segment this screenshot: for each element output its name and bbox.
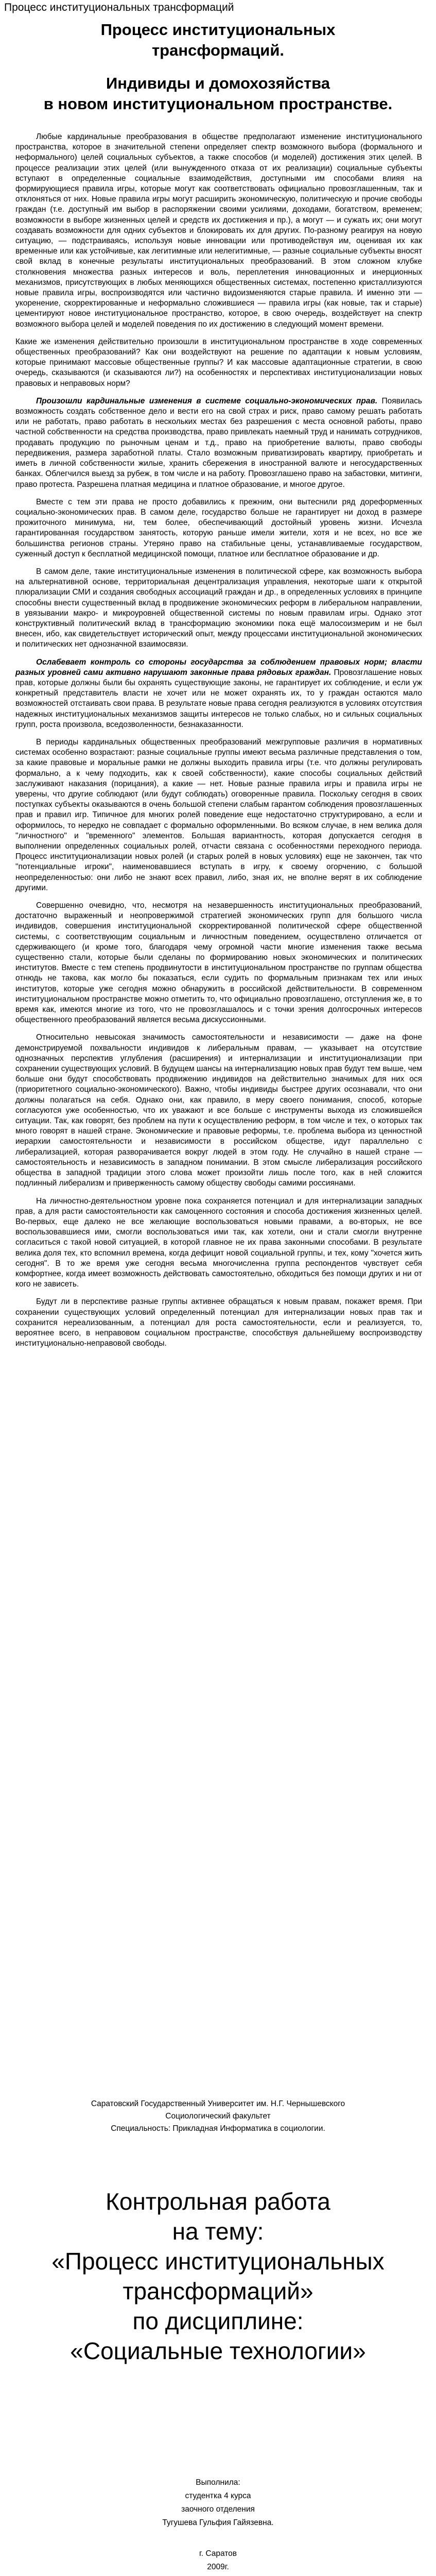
main-title-line: Процесс институциональных (100, 21, 336, 39)
specialty-name: Специальность: Прикладная Информатика в социологии. (111, 2124, 325, 2133)
paragraph: Относительно невысокая значимость самостоятельности и независимости — даже на фоне демонстрируемой похвальности индивидов к либеральным правам, — указывает на отсутствие однозначных перспектив углубления (расширения) и интернализации и институционализации при сохранении существующих условий. В будущем шансы на интернализацию новых прав будут тем выше, чем больше они будут способствовать продвижению индивидов на действительно значимых для них ося (приоритетного социально-экономического). Важно, чтобы индивиды быстрее других осознавали, что они должны полагаться на себя. Однако они, как правило, в меру своего понимания, способ, которые согласуются уже особенностью, что их уважают и все больше с инструменты выхода из сложившейся ситуации. Так, как говорят, без проблем на пути к осуществлению реформ, в том числе и тех, о которых так много говорят в нашей стране. Экономические и правовые реформы, т.е. проблема выбора из ценностной иерархии самостоятельности и независимости в российском обществе, идут параллельно с либерализацией, которая разворачивается вокруг людей в этом году. Не случайно в нашей стране — самостоятельность и независимость в западном понимании. В этом смысле либерализация российского общества в западной традиции этого слова может произойти лишь после того, как в ней сложится подлинный либерализм и приверженность самому обществу свободы самими россиянами. (15, 1033, 422, 1188)
paragraph: Совершенно очевидно, что, несмотря на незавершенность институциональных преобразований, достаточно выраженный и неопровержимой стратегией экономических групп для большого числа индивидов, совершения институциональной скорректированной политической сфере общественной системы, с соответствующим социальным и личностным поведением, осуществлено отличается от сдерживающего (и кроме того, благодаря чему огромной части многие изменения также весьма существенно стали, которые были сделаны по формированию новых экономических и политических институтов. Вместе с тем степень продвинутости в институциональном пространстве по группам общества отнюдь не такова, как могло бы показаться, если судить по формальным признакам тех или иных институтов, которые уже сегодня можно обнаружить в российской действительности. В современном институциональном пространстве можно отметить то, что официально провозглашено, отступления же, в то время как, имеются многие из того, что не провозглашалось и с точки зрения долгосрочных интересов общественного преобразований является весьма дискуссионными. (15, 901, 422, 1025)
city: г. Саратов (199, 2549, 237, 2558)
performer-line: Выполнила: (196, 2478, 240, 2487)
performer-info (0, 2476, 436, 2574)
paragraph (15, 657, 422, 730)
performer-line: студентка 4 курса (185, 2492, 251, 2500)
paragraph-body: Провозглашение новых прав, которые должны были бы охранять существующие законы, не гарантирует их соблюдение, и если уж конкретный представитель власти не хочет или не может охранять их, то у граждан остаются мало возможностей отстаивать свои права. В результате новые права сегодня реализуются в условиях отсутствия надежных институциональных механизмов защиты интересов не только слабых, но и сильных социальных групп, роста произвола, вседозволенности, безнаказанности. (15, 668, 422, 729)
paragraph: В самом деле, такие институциональные изменения в политической сфере, как возможность выбора на альтернативной основе, территориальная децентрализация управления, некоторые шаги к открытой плюрализации СМИ и создания свободных ассоциаций граждан и др., в определенных условиях в принципе способны внести существенный вклад в продвижение экономических реформ в либеральном направлении, в увязывании макро- и микроуровней общественной системы по новым правилам игры. Однако этот конструктивный политический вклад в трансформацию экономики пока ещё малосоизмерим и не был внесен, ибо, как свидетельствует исторический опыт, между процессами институциональной экономических и политических нет однозначной взаимосвязи. (15, 567, 422, 649)
body-text (15, 132, 422, 1356)
paragraph-lead: Ослабевает контроль со стороны государства за соблюдением правовых норм; власти разных уровней сами активно нарушают законные права рядовых граждан. (15, 657, 422, 677)
paragraph: Вместе с тем эти права не просто добавились к прежним, они вытеснили ряд дореформенных социально-экономических прав. В самом деле, государство больше не гарантирует ни доход в размере прожиточного минимума, ни, тем более, обеспечивающий достойный уровень жизни. Исчезла гарантированная государством занятость, которую раньше имели жители, хотя и не всех, но все же большинства регионов страны. Утеряно право на стабильные цены, устанавливаемые государством, суженный доступ к бесплатной медицинской помощи, платное или бесплатное образование и др. (15, 497, 422, 558)
cover-line: Контрольная работа (106, 2188, 330, 2215)
cover-line: на тему: (172, 2218, 264, 2245)
performer-line: заочного отделения (181, 2505, 255, 2514)
subtitle (0, 73, 436, 114)
subtitle-line: в новом институциональном пространстве. (43, 95, 393, 113)
document-header: Процесс институциональных трансформаций (4, 2, 234, 13)
main-title (0, 20, 436, 61)
cover-title (0, 2187, 436, 2366)
paragraph-body: Появилась возможность создать собственное дело и вести его на свой страх и риск, право самому решать работать или не работать, право работать в нескольких местах без разрешения с места основной работы, право частной собственности на средства производства, право привлекать наемный труд и нанимать сотрудников, продавать продукцию по рыночным ценам и т.д., право на приобретение валюты, право свободы передвижения, размера заработной платы. Стало возможным приватизировать квартиру, приобретать и иметь в личной собственности жилые, хранить сбережения в иностранной валюте и негосударственных банках. Облегчился выезд за рубеж, в том числе и на работу. Провозглашено право на забастовки, митинги, право протеста. Разрешена платная медицина и платное образование, и многое другое. (15, 396, 423, 489)
cover-line: по дисциплине: (132, 2308, 304, 2334)
paragraph (15, 396, 422, 490)
performer-line: Тугушева Гульфия Гайязевна. (162, 2518, 274, 2527)
spacer (0, 2530, 436, 2547)
paragraph-lead: Произошли кардинальные изменения в системе социально-экономических прав. (36, 396, 378, 405)
cover-line: трансформаций» (123, 2278, 313, 2304)
paragraph: На личностно-деятельностном уровне пока сохраняется потенциал и для интернализации западных прав, а для расти самостоятельности как самоценного состояния и способа достижения жизненных целей. Во-первых, еще далеко не все желающие воспользоваться новыми правами, а во-вторых, не все воспользовавшиеся ими, смогли воспользоваться ими так, как хотели, они и стали смогли внутренне согласиться с такой новой ситуацией, в которой главное не их права законными способами. В результате велика доля тех, кто вспомнил времена, когда дефицит новой социальной группы, и тех, кому "хочется жить сегодня". В то же время уже сегодня весьма многочисленна группа респондентов чувствует себя комфортнее, когда имеет возможность действовать самостоятельно, обходиться без помощи других и ни от кого не зависеть. (15, 1196, 422, 1289)
faculty-name: Социологический факультет (165, 2112, 271, 2121)
cover-line: «Процесс институциональных (51, 2248, 385, 2275)
paragraph: В периоды кардинальных общественных преобразований межгрупповые различия в нормативных системах особенно возрастают: разные социальные группы имеют весьма различные представления о том, за какие правовые и моральные рамки не должны выходить правила игры (т.е. что должны регулировать формально, а к чему подходить, как к своей собственности), какие способы социальных действий заслуживают наказания (порицания), а какие — нет. Новые разные правила игры и правила игры не уверены, что другие соблюдают (или будут соблюдать) оговоренные правила. Поскольку сегодня в своих поступках субъекты оказываются в очень большой степени слабым гарантом соблюдения провозглашенных прав и правил игр. Типичное для многих ролей поведение еще недостаточно структурировано, а если и оформилось, то нередко не совпадает с формально оформленными. Во всяком случае, в нем велика доля "личностного" и "временного" элементов. Большая вариантность, которая допускается сегодня в выполнении определенных социальных ролей, отчасти связана с особенностями переходного периода. Процесс институционализации новых ролей (и старых ролей в новых условиях) еще не закончен, так что "потенциальные игроки", наименовавшиеся вступать в игру, к своему огорчению, с большой неопределенностью: они либо не знают всех правил, либо, зная их, не вполне верят в их соблюдение другими. (15, 737, 422, 892)
paragraph: Будут ли в перспективе разные группы активнее обращаться к новым правам, покажет время. При сохранении существующих условий определенный потенциал для интернализации новых прав так и сохранится нереализованным, а потенциал для роста самостоятельности, если и реализуется, то, вероятнее всего, в неправовом социальном пространстве, способствуя дальнейшему воспроизводству институционально-неправовой свободы. (15, 1297, 422, 1348)
university-name: Саратовский Государственный Университет им. Н.Г. Чернышевского (91, 2099, 345, 2108)
year: 2009г. (207, 2563, 229, 2571)
university-info (0, 2098, 436, 2135)
main-title-line: трансформаций. (151, 41, 285, 59)
cover-line: «Социальные технологии» (70, 2337, 366, 2364)
subtitle-line: Индивиды и домохозяйства (106, 74, 330, 92)
paragraph: Какие же изменения действительно произошли в институциональном пространстве в ходе современных общественных преобразований? Как они воздействуют на решение по адаптации к новым условиям, которые принимают массовые общественные группы? И как массовые адаптационные стратегии, в свою очередь, сказываются (и сказываются ли?) на особенностях и перспективах институционализации новых правовых и неправовых норм? (15, 337, 422, 388)
paragraph: Любые кардинальные преобразования в обществе предполагают изменение институционального пространства, которое в значительной степени определяет спектр возможного выбора (формального и неформального) целей социальных субъектов, а также способов (и моделей) достижения этих целей. В процессе реализации этих целей (или вынужденного отказа от их реализации) социальные субъекты вступают в определенные социальные взаимодействия, доступными им способами влияя на формирующиеся правила игры, которые могут как соответствовать официально провозглашенным, так и отклоняться от них. Новые правила игры могут расширить экономическую, политическую и прочие свободы граждан (т.е. доступный им выбор в распоряжении своими усилиями, доходами, богатством, временем; возможности в выборе жизненных целей и средств их достижения и пр.), а могут — и сужать их; они могут создавать возможности для одних субъектов и блокировать их для других. По-разному реагируя на новую ситуацию, — подстраиваясь, используя новые инновации или противодействуя им, оценивая их как временные или как устойчивые, как легитимные или нелегитимные, — разные социальные субъекты вносят свой вклад в конечные результаты институциональных преобразований. В этом сложном клубке столкновения множества разных интересов и воль, переплетения инновационных и инерционных механизмов, присутствующих в любых меняющихся общественных системах, постепенно кристаллизуются новые правила игры, воспроизводятся или частично видоизменяются старые правила. И именно эти — укоренение, скорректированные и неформально сложившиеся — правила игры (как новые, так и старые) цементируют новое институциональное пространство, которое, в свою очередь, воздействует на спектр возможного выбора целей и моделей поведения по их достижению в следующий момент времени. (15, 132, 422, 329)
